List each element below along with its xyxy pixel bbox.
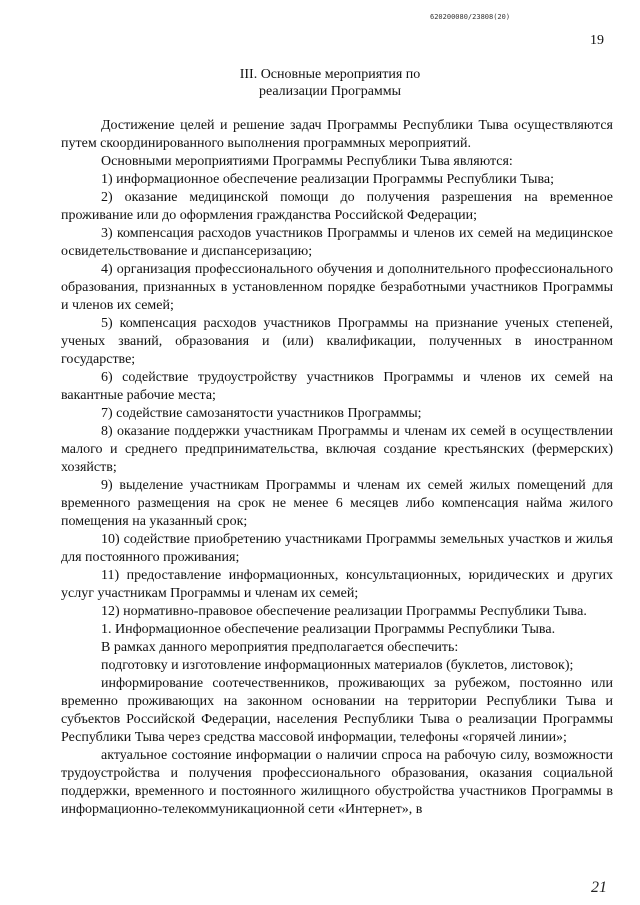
- section-title-line-1: III. Основные мероприятия по: [239, 67, 421, 82]
- subsection-heading: 1. Информационное обеспечение реализации Программы Республики Тыва.: [101, 622, 556, 637]
- paragraph: информирование соотечественников, проживающих за рубежом, постоянно или временно проживающих на законном основании на территории Республики Тыва и субъектов Российской Федерации, населения Республики Тыва о реализации Программы Республики Тыва через средства массовой информации, телефоны «горячей линии»;: [61, 676, 613, 745]
- paragraph: подготовку и изготовление информационных материалов (буклетов, листовок);: [101, 658, 574, 673]
- list-item: 3) компенсация расходов участников Программы и членов их семей на медицинское освидетельствование и диспансеризацию;: [61, 226, 613, 259]
- list-item: 7) содействие самозанятости участников Программы;: [101, 406, 422, 421]
- paragraph: актуальное состояние информации о наличии спроса на рабочую силу, возможности трудоустройства и получения профессионального образования, оказания социальной поддержки, временного и постоянного жилищного обустройства участников Программы в информационно-телекоммуникационной сети «Интернет», в: [61, 748, 613, 817]
- list-item: 12) нормативно-правовое обеспечение реализации Программы Республики Тыва.: [101, 604, 587, 619]
- list-item: 4) организация профессионального обучения и дополнительного профессионального образования, признанных в установленном порядке безработными участников Программы и членов их семей;: [61, 262, 613, 313]
- handwritten-page-mark: 21: [591, 879, 607, 896]
- paragraph: В рамках данного мероприятия предполагается обеспечить:: [101, 640, 459, 655]
- document-id: 620200080/23808(20): [430, 13, 511, 21]
- list-item: 1) информационное обеспечение реализации Программы Республики Тыва;: [101, 172, 554, 187]
- page-number: 19: [590, 33, 604, 48]
- section-heading: [180, 66, 480, 100]
- list-item: 9) выделение участникам Программы и членам их семей жилых помещений для временного размещения на срок не менее 6 месяцев либо компенсация найма жилого помещения на указанный срок;: [61, 478, 613, 529]
- list-item: 2) оказание медицинской помощи до получения разрешения на временное проживание или до оформления гражданства Российской Федерации;: [61, 190, 613, 223]
- list-item: 8) оказание поддержки участникам Программы и членам их семей в осуществлении малого и среднего предпринимательства, включая создание крестьянских (фермерских) хозяйств;: [61, 424, 613, 475]
- list-item: 11) предоставление информационных, консультационных, юридических и других услуг участникам Программы и членам их семей;: [61, 568, 613, 601]
- list-item: 5) компенсация расходов участников Программы на признание ученых степеней, ученых званий, образования и (или) квалификации, полученных в иностранном государстве;: [61, 316, 613, 367]
- document-body: [61, 117, 613, 819]
- list-item: 6) содействие трудоустройству участников Программы и членов их семей на вакантные рабочие места;: [61, 370, 613, 403]
- section-title-line-2: реализации Программы: [258, 84, 402, 99]
- paragraph: Основными мероприятиями Программы Республики Тыва являются:: [101, 154, 513, 169]
- list-item: 10) содействие приобретению участниками Программы земельных участков и жилья для постоянного проживания;: [61, 532, 613, 565]
- paragraph: Достижение целей и решение задач Программы Республики Тыва осуществляются путем скоординированного выполнения программных мероприятий.: [61, 118, 613, 151]
